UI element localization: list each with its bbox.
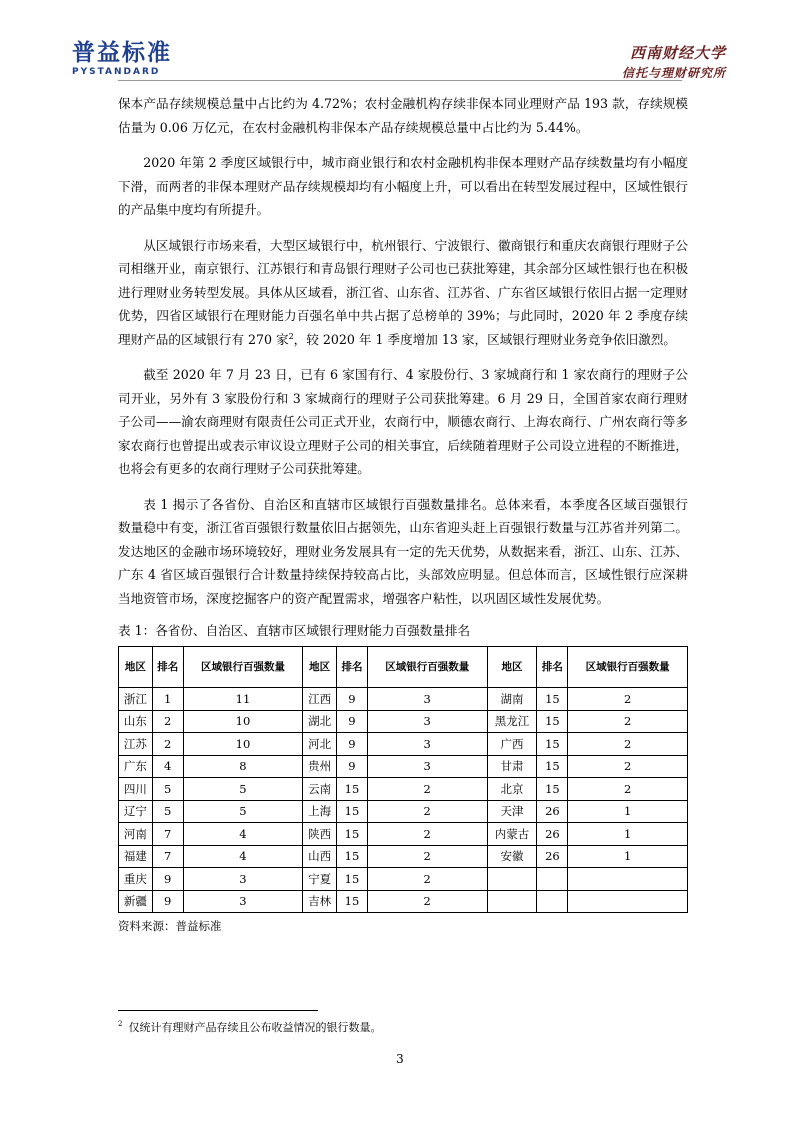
table-row [119,755,688,778]
table-cell: 山东 [119,710,153,733]
table-cell: 15 [337,890,368,913]
page-number: 3 [396,1052,404,1066]
table-cell: 5 [152,778,183,801]
table-cell: 2 [152,710,183,733]
table-cell: 9 [152,868,183,891]
table-cell [568,890,688,913]
header-region-2: 地区 [303,647,337,688]
table-cell [537,890,568,913]
table-cell: 内蒙古 [487,823,537,846]
table-cell: 浙江 [119,688,153,711]
header-count-2: 区域银行百强数量 [367,647,487,688]
table-cell: 3 [367,710,487,733]
table-cell: 上海 [303,800,337,823]
table-cell: 7 [152,823,183,846]
table-cell: 15 [337,868,368,891]
table-cell: 贵州 [303,755,337,778]
table-cell: 5 [183,800,303,823]
table-cell: 云南 [303,778,337,801]
table-cell: 26 [537,823,568,846]
footnote-marker: 2 [118,1020,123,1029]
table-cell: 4 [183,823,303,846]
footnote [118,1019,381,1035]
table-header-row [119,647,688,688]
footnote-text: 仅统计有理财产品存续且公布收益情况的银行数量。 [128,1021,382,1034]
table-row [119,800,688,823]
table-cell: 黑龙江 [487,710,537,733]
paragraph-1: 保本产品存续规模总量中占比约为 4.72%；农村金融机构存续非保本同业理财产品 193 款，存续规模估量为 0.06 万亿元，在农村金融机构非保本产品存续规模总量中占比约为 5.44%。 [118,96,688,135]
table-cell: 1 [568,823,688,846]
table-cell: 陕西 [303,823,337,846]
table-cell: 天津 [487,800,537,823]
table-cell: 河北 [303,733,337,756]
footnote-reference[interactable]: 2 [288,331,294,341]
table-row [119,710,688,733]
table-cell: 江西 [303,688,337,711]
table-cell: 1 [152,688,183,711]
logo-chinese-name: 普益标准 [72,40,172,66]
table-row [119,823,688,846]
table-cell: 辽宁 [119,800,153,823]
logo-english-name: PYSTANDARD [72,67,161,77]
table-row [119,890,688,913]
table-cell: 3 [367,688,487,711]
table-cell: 15 [537,778,568,801]
table-cell: 15 [337,845,368,868]
table-cell: 2 [367,778,487,801]
header-divider [118,80,682,81]
header-rank-3: 排名 [537,647,568,688]
table-cell: 10 [183,710,303,733]
table-cell [487,890,537,913]
table-cell: 2 [152,733,183,756]
table-cell: 2 [367,845,487,868]
table-cell: 15 [537,710,568,733]
table-cell: 15 [537,688,568,711]
header-count-3: 区域银行百强数量 [568,647,688,688]
table-cell: 10 [183,733,303,756]
table-caption: 表 1：各省份、自治区、直辖市区域银行理财能力百强数量排名 [118,623,471,638]
pystandard-logo [72,40,172,77]
table-cell: 北京 [487,778,537,801]
table-cell: 福建 [119,845,153,868]
header-count-1: 区域银行百强数量 [183,647,303,688]
table-row [119,733,688,756]
table-cell: 2 [367,823,487,846]
table-cell: 1 [568,800,688,823]
table-cell: 2 [568,755,688,778]
table-cell: 2 [568,778,688,801]
paragraph-3 [118,234,688,352]
table-cell [568,868,688,891]
header-region-1: 地区 [119,647,153,688]
table-cell: 26 [537,845,568,868]
table-cell: 广东 [119,755,153,778]
table-cell: 3 [367,755,487,778]
header-rank-2: 排名 [337,647,368,688]
table-cell: 3 [367,733,487,756]
table-cell: 江苏 [119,733,153,756]
page-header [0,0,800,80]
footnote-divider [118,1010,318,1011]
table-cell: 15 [537,733,568,756]
table-cell: 2 [568,733,688,756]
main-content [118,92,688,934]
table-cell: 四川 [119,778,153,801]
table-cell: 9 [337,733,368,756]
table-cell: 9 [337,755,368,778]
table-cell: 2 [568,710,688,733]
table-cell: 5 [152,800,183,823]
table-cell: 2 [568,688,688,711]
table-cell [537,868,568,891]
table-cell: 2 [367,868,487,891]
table-cell: 1 [568,845,688,868]
table-row [119,845,688,868]
institute-name: 信托与理财研究所 [621,66,726,80]
paragraph-2: 2020 年第 2 季度区域银行中，城市商业银行和农村金融机构非保本理财产品存续数量均有小幅度下滑，而两者的非保本理财产品存续规模却均有小幅度上升，可以看出在转型发展过程中，区域性银行的产品集中度均有所提升。 [118,155,688,217]
table-cell: 4 [152,755,183,778]
table-cell: 15 [337,823,368,846]
table-cell: 安徽 [487,845,537,868]
table-cell: 9 [152,890,183,913]
table-cell: 5 [183,778,303,801]
table-cell: 15 [337,800,368,823]
table-row [119,868,688,891]
ranking-table [118,646,688,913]
table-cell [487,868,537,891]
table-cell: 宁夏 [303,868,337,891]
table-cell: 广西 [487,733,537,756]
table-cell: 河南 [119,823,153,846]
table-cell: 湖北 [303,710,337,733]
paragraph-4: 截至 2020 年 7 月 23 日，已有 6 家国有行、4 家股份行、3 家城商行和 1 家农商行的理财子公司开业，另外有 3 家股份行和 3 家城商行的理财子公司获批筹建。6 月 29 日，全国首家农商行理财子公司——渝农商理财有限责任公司正式开业，农商行中，顺德农商行、上海农商行、广州农商行等多家农商行也曾提出或表示审议设立理财子公司的相关事宜，后续随着理财子公司设立进程的不断推进，也将会有更多的农商行理财子公司获批筹建。 [118,367,688,476]
table-cell: 新疆 [119,890,153,913]
table-cell: 15 [537,755,568,778]
table-cell: 8 [183,755,303,778]
table-cell: 9 [337,688,368,711]
table-cell: 重庆 [119,868,153,891]
table-cell: 15 [337,778,368,801]
university-logo [622,42,726,81]
paragraph-3-text-a: 从区域银行市场来看，大型区域银行中，杭州银行、宁波银行、徽商银行和重庆农商银行理财子公司相继开业，南京银行、江苏银行和青岛银行理财子公司也已获批筹建，其余部分区域性银行也在积极进行理财业务转型发展。具体从区域看，浙江省、山东省、江苏省、广东省区域银行依旧占据一定理财优势，四省区域银行在理财能力百强名单中共占据了总榜单的 39%；与此同时，2020 年 2 季度存续理财产品的区域银行有 270 家 [118,237,688,347]
table-cell: 4 [183,845,303,868]
table-cell: 11 [183,688,303,711]
paragraph-3-text-b: ，较 2020 年 1 季度增加 13 家，区域银行理财业务竞争依旧激烈。 [293,331,677,347]
table-cell: 2 [367,800,487,823]
paragraph-5: 表 1 揭示了各省份、自治区和直辖市区域银行百强数量排名。总体来看，本季度各区域百强银行数量稳中有变，浙江省百强银行数量依旧占据领先，山东省迎头赶上百强银行数量与江苏省并列第二。发达地区的金融市场环境较好，理财业务发展具有一定的先天优势，从数据来看，浙江、山东、江苏、广东 4 省区域百强银行合计数量持续保持较高占比，头部效应明显。但总体而言，区域性银行应深耕当地资管市场，深度挖掘客户的资产配置需求，增强客户粘性，以巩固区域性发展优势。 [118,496,688,606]
table-cell: 3 [183,868,303,891]
table-cell: 3 [183,890,303,913]
university-name: 西南财经大学 [629,44,726,62]
table-cell: 甘肃 [487,755,537,778]
header-region-3: 地区 [487,647,537,688]
header-rank-1: 排名 [152,647,183,688]
table-cell: 湖南 [487,688,537,711]
table-row [119,688,688,711]
table-row [119,778,688,801]
table-cell: 26 [537,800,568,823]
table-body [119,688,688,913]
table-cell: 7 [152,845,183,868]
table-cell: 山西 [303,845,337,868]
table-source: 资料来源：普益标准 [118,919,222,933]
table-cell: 2 [367,890,487,913]
table-cell: 吉林 [303,890,337,913]
table-cell: 9 [337,710,368,733]
